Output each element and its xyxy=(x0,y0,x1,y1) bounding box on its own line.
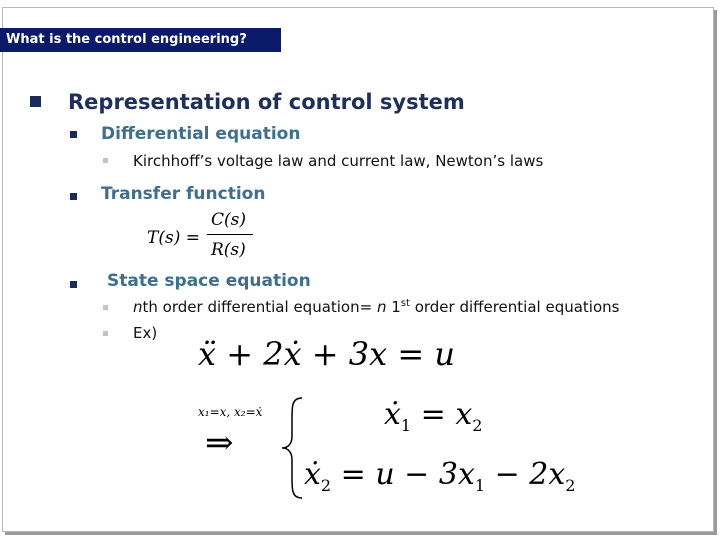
subscript: 2 xyxy=(320,476,332,495)
sub-item-nth-order xyxy=(133,298,619,316)
slide-frame xyxy=(2,7,714,532)
order-equations-text: order differential equations xyxy=(409,298,620,316)
subscript: 1 xyxy=(474,476,486,495)
one-text: 1 xyxy=(386,298,401,316)
n-italic: n xyxy=(133,298,143,316)
square-bullet-icon xyxy=(70,131,77,138)
n-italic: n xyxy=(376,298,387,316)
tf-lhs: T(s) = xyxy=(147,228,200,248)
sub-item-kirchhoff: Kirchhoff’s voltage law and current law, Newton’s laws xyxy=(133,152,544,170)
subscript: 2 xyxy=(565,476,576,495)
tf-denominator: R(s) xyxy=(211,240,246,260)
state-eq-1 xyxy=(384,397,482,435)
subscript: 2 xyxy=(472,416,483,435)
subscript: 1 xyxy=(400,416,412,435)
fraction-bar xyxy=(207,234,253,235)
sub-item-example: Ex) xyxy=(133,324,158,342)
implies-arrow: ⇒ xyxy=(205,423,234,463)
section-heading: Representation of control system xyxy=(68,90,465,114)
small-bullet-icon xyxy=(103,331,108,336)
x-dot: ẋ xyxy=(384,397,401,432)
nth-order-text: th order differential equation= xyxy=(142,298,377,316)
x-dot: ẋ xyxy=(304,457,321,492)
eq1-rhs: = x xyxy=(420,397,473,432)
tf-numerator: C(s) xyxy=(211,210,246,230)
q-bullet-icon xyxy=(30,96,41,107)
square-bullet-icon xyxy=(70,193,77,200)
item-differential-equation: Differential equation xyxy=(101,124,301,144)
small-bullet-icon xyxy=(103,305,108,310)
small-bullet-icon xyxy=(103,158,108,163)
slide-title: What is the control engineering? xyxy=(6,32,247,47)
item-state-space-equation: State space equation xyxy=(107,271,311,291)
eq2-rhs-b: − 2x xyxy=(485,457,566,492)
eq2-rhs-a: = u − 3x xyxy=(340,457,475,492)
substitution-note: x₁=x, x₂=ẋ xyxy=(198,405,263,419)
item-transfer-function: Transfer function xyxy=(101,184,266,204)
ode-equation: ẍ + 2ẋ + 3x = u xyxy=(198,335,455,373)
square-bullet-icon xyxy=(70,281,77,288)
st-superscript: st xyxy=(400,298,410,309)
state-eq-2 xyxy=(304,457,575,495)
